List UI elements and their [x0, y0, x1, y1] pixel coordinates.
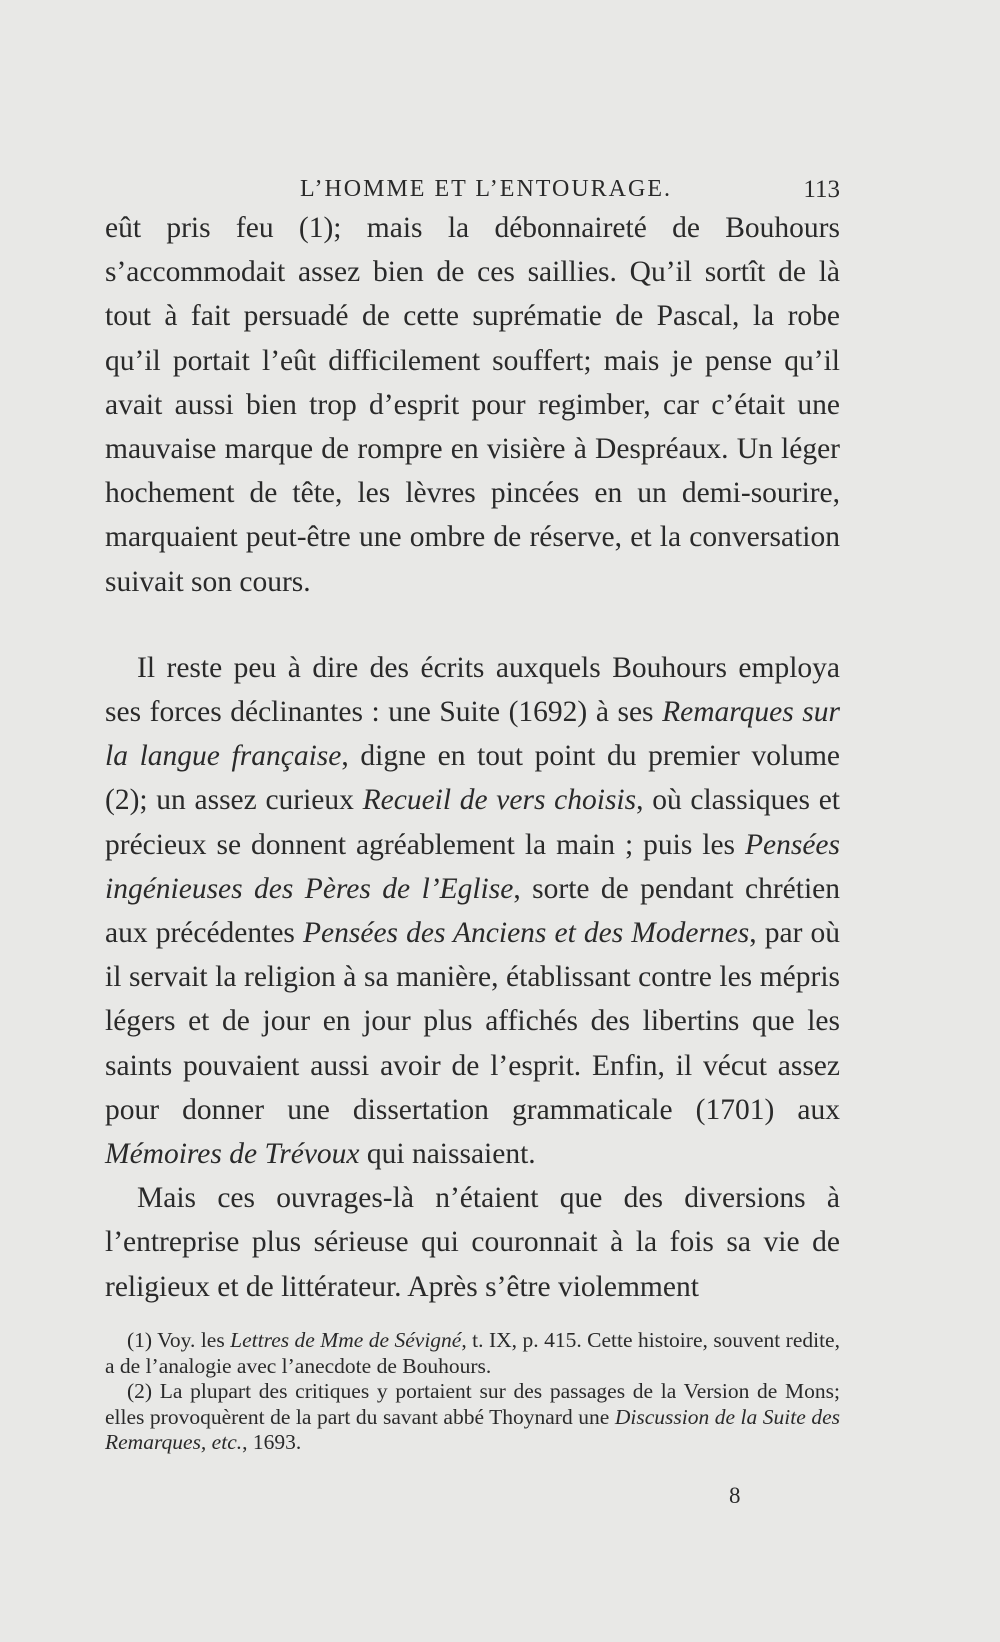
paragraph-1-text: eût pris feu (1); mais la débonnaireté de Bouhours s’accommodait assez bien de ces saillies. Qu’il sortît de là tout à fait persuadé de cette suprématie de Pascal, la robe qu’il portait l’eût difficilement souffert; mais je pense qu’il avait aussi bien trop d’esprit pour regimber, car c’était une mauvaise marque de rompre en visière à Despréaux. Un léger hochement de tête, les lèvres pincées en un demi-sourire, marquaient peut-être une ombre de réserve, et la conversation suivait son cours.	[105, 212, 840, 598]
paragraph-2-text-b: , digne en tout point du premier volume (2); un assez curieux	[105, 740, 840, 817]
page-header	[105, 168, 840, 208]
signature-mark: 8	[729, 1483, 741, 1508]
title-memoires: Mémoires de Trévoux	[105, 1138, 360, 1171]
paragraph-2-text-d: , sorte de pendant chrétien aux précédentes	[105, 872, 840, 950]
footnotes	[105, 1328, 840, 1456]
paragraph-2	[105, 646, 840, 1176]
running-head: L’HOMME ET L’ENTOURAGE.	[300, 176, 673, 202]
title-recueil: Recueil de vers choisis	[362, 784, 637, 817]
footnote-1-text-a: (1) Voy. les	[127, 1328, 231, 1352]
footnote-1-text-b: , t. IX, p. 415. Cette histoire, souvent redite, a de l’analogie avec l’anecdote de Bouhours.	[105, 1328, 840, 1378]
paragraph-2-text-e: , par où il servait la religion à sa manière, établissant contre les mépris légers et de jour en jour plus affichés des libertins que les saints pouvaient aussi avoir de l’esprit. Enfin, il vécut assez pour donner une dissertation grammaticale (1701) aux	[105, 917, 840, 1126]
page-number: 113	[803, 176, 840, 203]
footnote-2-text-b: , 1693.	[242, 1430, 302, 1454]
paragraph-2-text-a: Il reste peu à dire des écrits auxquels Bouhours employa ses forces déclinantes : une Suite (1692) à ses	[105, 651, 840, 729]
paragraph-2-text-c: , où classiques et précieux se donnent agréablement la main ; puis les	[105, 784, 840, 861]
paragraph-3	[105, 1176, 840, 1309]
body-text	[105, 206, 840, 1309]
footnote-2	[105, 1379, 840, 1456]
footnote-2-text-a: (2) La plupart des critiques y portaient sur des passages de la Version de Mons; elles provoquèrent de la part du savant abbé Thoynard une	[105, 1379, 840, 1429]
footnote-1	[105, 1328, 840, 1379]
paragraph-3-text: Mais ces ouvrages-là n’étaient que des diversions à l’entreprise plus sérieuse qui couronnait à la fois sa vie de religieux et de littérateur. Après s’être violemment	[105, 1182, 840, 1303]
title-pensees-anciens: Pensées des Anciens et des Modernes	[303, 917, 750, 950]
footnote-2-title: Discussion de la Suite des Remarques, etc.	[105, 1404, 840, 1454]
paragraph-2-text-f: qui naissaient.	[359, 1138, 536, 1171]
title-remarques: Remarques sur la langue française	[105, 696, 840, 773]
footnote-1-title: Lettres de Mme de Sévigné	[230, 1328, 462, 1352]
title-pensees-peres: Pensées ingénieuses des Pères de l’Eglise	[105, 828, 840, 905]
paragraph-1	[105, 206, 840, 604]
